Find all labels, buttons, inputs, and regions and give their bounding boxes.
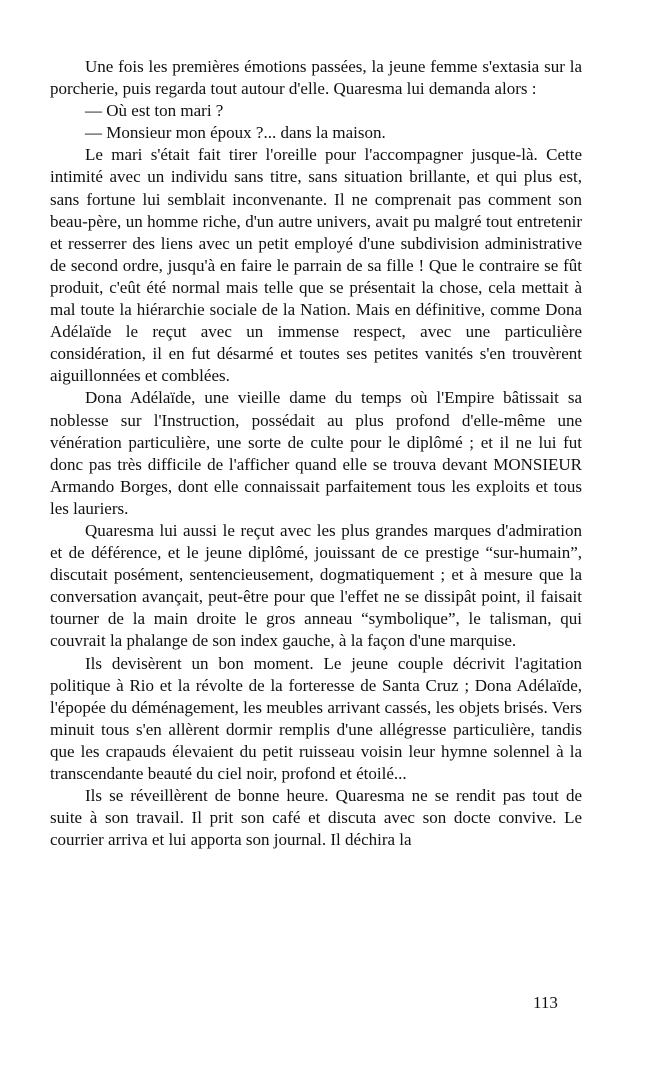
paragraph: Le mari s'était fait tirer l'oreille pour l'accompagner jusque-là. Cette intimité avec un individu sans titre, sans situation brillante, et qui plus est, sans fortune lui semblait inconvenante. Il ne comprenait pas comment son beau-père, un homme riche, d'un autre univers, avait pu malgré tout entretenir et resserrer des liens avec un petit employé d'une subdivision administrative de second ordre, jusqu'à en faire le parrain de sa fille ! Que le contraire se fût produit, c'eût été normal mais telle que se présentait la chose, cela mettait à mal toute la hiérarchie sociale de la Nation. Mais en définitive, comme Dona Adélaïde le reçut avec un immense respect, avec une particulière considération, il en fut désarmé et toutes ses petites vanités s'en trouvèrent aiguillonnées et comblées.: [50, 145, 582, 386]
page-number: 113: [533, 993, 558, 1012]
paragraph: Ils devisèrent un bon moment. Le jeune couple décrivit l'agitation politique à Rio et la révolte de la forteresse de Santa Cruz ; Dona Adélaïde, l'épopée du déménagement, les meubles arrivant cassés, les objets brisés. Vers minuit tous s'en allèrent dormir remplis d'une allégresse particulière, tandis que les crapauds élevaient du petit ruisseau voisin leur hymne solennel à la transcendante beauté du ciel noir, profond et étoilé...: [50, 653, 582, 783]
dialogue-line: — Monsieur mon époux ?... dans la maison.: [85, 123, 386, 143]
dialogue-line: — Où est ton mari ?: [85, 101, 224, 121]
paragraph: Ils se réveillèrent de bonne heure. Quaresma ne se rendit pas tout de suite à son travail. Il prit son café et discuta avec son docte convive. Le courrier arriva et lui apporta son journal. Il déchira la: [50, 786, 582, 850]
paragraph: Quaresma lui aussi le reçut avec les plus grandes marques d'admiration et de déférence, et le jeune diplômé, jouissant de ce prestige “sur-humain”, discutait posément, sentencieusement, dogmatiquement ; et à mesure que la conversation avançait, peut-être pour que l'effet ne se dissipât point, il faisait tourner de la main droite le gros anneau “symbolique”, le talisman, qui couvrait la phalange de son index gauche, à la façon d'une marquise.: [50, 520, 582, 651]
paragraph: Dona Adélaïde, une vieille dame du temps où l'Empire bâtissait sa noblesse sur l'Instruction, possédait au plus profond d'elle-même une vénération particulière, une sorte de culte pour le diplômé ; et il ne lui fut donc pas très difficile de l'afficher quand elle se trouva devant MONSIEUR Armando Borges, dont elle connaissait parfaitement tous les exploits et tous les lauriers.: [50, 388, 582, 518]
paragraph: Une fois les premières émotions passées, la jeune femme s'extasia sur la porcherie, puis regarda tout autour d'elle. Quaresma lui demanda alors :: [50, 57, 582, 99]
page-text: [50, 56, 582, 851]
